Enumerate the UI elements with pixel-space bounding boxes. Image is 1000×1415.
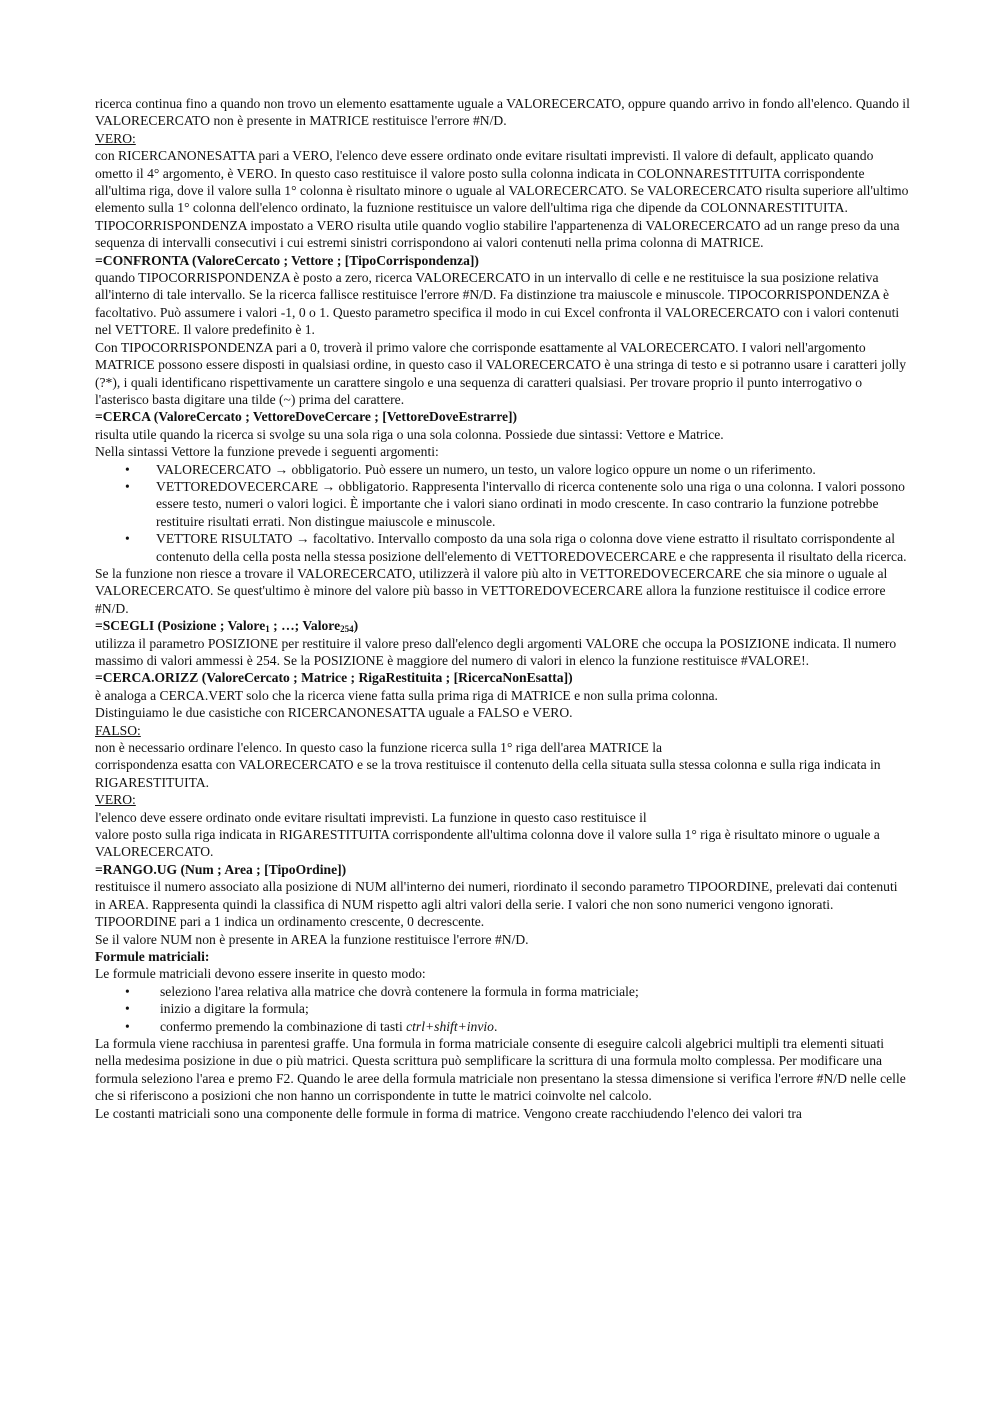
paragraph-cerca-3: Se la funzione non riesce a trovare il VALORECERCATO, utilizzerà il valore più alto in VETTOREDOVECERCARE che sia minore o uguale al VALORECERCATO. Se quest'ultimo è minore del valore più basso in VETTOREDOVECERCARE allora la funzione restituisce il codice errore #N/D. bbox=[95, 565, 888, 616]
list-item bbox=[95, 1018, 910, 1035]
paragraph-cerca-2: Nella sintassi Vettore la funzione prevede i seguenti argomenti: bbox=[95, 444, 439, 460]
list-item-text: inizio a digitare la formula; bbox=[160, 1001, 309, 1017]
paragraph-intro: ricerca continua fino a quando non trovo un elemento esattamente uguale a VALORECERCATO, oppure quando arrivo in fondo all'elenco. Quando il VALORECERCATO non è presente in MATRICE restituisce l'errore #N/D. bbox=[95, 96, 910, 129]
list-item bbox=[95, 1000, 910, 1017]
bullet-icon: • bbox=[125, 461, 130, 477]
paragraph-matriciali-2: La formula viene racchiusa in parentesi graffe. Una formula in forma matriciale consente di eseguire calcoli algebrici multipli tra elementi situati nella medesima posizione in due o più matrici. Questa scrittura può semplificare la scrittura di una formula molto complessa. Per modificare una formula seleziono l'area e premo F2. Quando le aree della formula matriciale non presentano la stessa dimensione si verifica l'errore #N/D nelle celle che si riferiscono a posizioni che non hanno un corrispondente in tutte le matrici coinvolte nel calcolo. bbox=[95, 1035, 906, 1104]
heading-part: ; …; Valore bbox=[269, 618, 341, 634]
document-page bbox=[95, 95, 910, 1122]
heading-scegli bbox=[95, 617, 910, 634]
list-item-text: confermo premendo la combinazione di tasti bbox=[160, 1018, 407, 1034]
list-item bbox=[95, 530, 910, 565]
heading-formule-matriciali: Formule matriciali: bbox=[95, 948, 210, 964]
list-item bbox=[95, 478, 910, 530]
bullet-icon: • bbox=[125, 1018, 130, 1034]
list-item-text: . bbox=[493, 1018, 498, 1034]
paragraph-rango-1: restituisce il numero associato alla posizione di NUM all'interno dei numeri, riordinato il secondo parametro TIPOORDINE, prelevati dai contenuti in AREA. Rappresenta quindi la classifica di NUM rispetto agli altri valori della serie. I valori che non sono numerici vengono ignorati. TIPOORDINE pari a 1 indica un ordinamento crescente, 0 decrescente. bbox=[95, 879, 898, 930]
paragraph-orizz-2: Distinguiamo le due casistiche con RICERCANONESATTA uguale a FALSO e VERO. bbox=[95, 705, 573, 721]
label-vero: VERO: bbox=[95, 130, 136, 146]
paragraph-matriciali-3: Le costanti matriciali sono una componente delle formule in forma di matrice. Vengono create racchiudendo l'elenco dei valori tra bbox=[95, 1105, 802, 1121]
label-falso: FALSO: bbox=[95, 722, 141, 738]
shortcut-keys: ctrl+shift+invio bbox=[406, 1018, 494, 1034]
paragraph-rango-2: Se il valore NUM non è presente in AREA la funzione restituisce l'errore #N/D. bbox=[95, 931, 529, 947]
paragraph-falso-2: corrispondenza esatta con VALORECERCATO e se la trova restituisce il contenuto della cella situata sulla stessa colonna e sulla riga indicata in RIGARESTITUITA. bbox=[95, 757, 881, 790]
heading-cerca: =CERCA (ValoreCercato ; VettoreDoveCercare ; [VettoreDoveEstrarre]) bbox=[95, 409, 518, 425]
bullet-icon: • bbox=[125, 478, 130, 494]
heading-rango: =RANGO.UG (Num ; Area ; [TipoOrdine]) bbox=[95, 861, 347, 877]
paragraph-confronta-1: quando TIPOCORRISPONDENZA è posto a zero, ricerca VALORECERCATO in un intervallo di celle e ne restituisce la sua posizione relativa all'interno di tale intervallo. Se la ricerca fallisce restituisce l'errore #N/D. Fa distinzione tra maiuscole e minuscole. TIPOCORRISPONDENZA è facoltativo. Può assumere i valori -1, 0 o 1. Questo parametro specifica il modo in cui Excel confronta il VALORECERCATO con i valori contenuti nel VETTORE. Il valore predefinito è 1. bbox=[95, 270, 900, 338]
paragraph-cerca-1: risulta utile quando la ricerca si svolge su una sola riga o una sola colonna. Possiede due sintassi: Vettore e Matrice. bbox=[95, 426, 724, 442]
heading-confronta: =CONFRONTA (ValoreCercato ; Vettore ; [TipoCorrispondenza]) bbox=[95, 252, 479, 268]
bullet-icon: • bbox=[125, 1001, 130, 1017]
list-item bbox=[95, 983, 910, 1000]
heading-cerca-orizz: =CERCA.ORIZZ (ValoreCercato ; Matrice ; RigaRestituita ; [RicercaNonEsatta]) bbox=[95, 670, 573, 686]
paragraph-scegli: utilizza il parametro POSIZIONE per restituire il valore preso dall'elenco degli argomenti VALORE che occupa la POSIZIONE indicata. Il numero massimo di valori ammessi è 254. Se la POSIZIONE è maggiore del numero di valori in elenco la funzione restituisce #VALORE!. bbox=[95, 635, 897, 668]
bullet-icon: • bbox=[125, 531, 130, 547]
list-item-text: VETTOREDOVECERCARE → obbligatorio. Rappresenta l'intervallo di ricerca contenente solo una riga o una colonna. I valori possono essere testo, numeri o valori logici. È importante che i valori siano ordinati in modo crescente. In caso contrario la funzione potrebbe restituire risultati errati. Non distingue maiuscole e minuscole. bbox=[156, 478, 905, 529]
paragraph-matriciali-1: Le formule matriciali devono essere inserite in questo modo: bbox=[95, 966, 426, 982]
heading-part: ) bbox=[353, 618, 359, 634]
label-vero-orizz: VERO: bbox=[95, 792, 136, 808]
heading-subscript: 254 bbox=[340, 624, 354, 635]
list-item-text: VALORECERCATO → obbligatorio. Può essere un numero, un testo, un valore logico oppure un nome o un riferimento. bbox=[156, 461, 816, 477]
heading-subscript: 1 bbox=[265, 624, 270, 635]
paragraph-falso-1: non è necessario ordinare l'elenco. In questo caso la funzione ricerca sulla 1° riga dell'area MATRICE la bbox=[95, 740, 663, 756]
list-item bbox=[95, 461, 910, 478]
cerca-argument-list bbox=[95, 461, 910, 565]
matriciali-steps-list bbox=[95, 983, 910, 1035]
paragraph-confronta-2: Con TIPOCORRISPONDENZA pari a 0, troverà il primo valore che corrisponde esattamente al VALORECERCATO. I valori nell'argomento MATRICE possono essere disposti in qualsiasi ordine, in questo caso il VALORECERCATO è una stringa di testo e si potranno usare i caratteri jolly (?*), i quali identificano rispettivamente un carattere singolo e una sequenza di caratteri qualsiasi. Per trovare proprio il punto interrogativo o l'asterisco basta digitare una tilde (~) prima del carattere. bbox=[95, 339, 906, 407]
heading-part: =SCEGLI (Posizione ; Valore bbox=[95, 618, 266, 634]
paragraph-vero-orizz-2: valore posto sulla riga indicata in RIGARESTITUITA corrispondente all'ultima colonna dove il valore sulla 1° riga è risultato minore o uguale a VALORECERCATO. bbox=[95, 827, 880, 860]
list-item-text: VETTORE RISULTATO → facoltativo. Intervallo composto da una sola riga o colonna dove viene estratto il risultato corrispondente al contenuto della cella posta nella stessa posizione dell'elemento di VETTOREDOVECERCARE e che rappresenta il risultato della ricerca. bbox=[156, 531, 907, 564]
paragraph-vero: con RICERCANONESATTA pari a VERO, l'elenco deve essere ordinato onde evitare risultati imprevisti. Il valore di default, applicato quando ometto il 4° argomento, è VERO. In questo caso restituisce il valore posto sulla colonna indicata in COLONNARESTITUITA corrispondente all'ultima riga, dove il valore sulla 1° colonna è risultato minore o uguale al VALORECERCATO. Se VALORECERCATO risulta superiore all'ultimo elemento sulla 1° colonna dell'elenco ordinato, la fuznione restituisce un valore dell'ultima riga che dipende da COLONNARESTITUITA. TIPOCORRISPONDENZA impostato a VERO risulta utile quando voglio stabilire l'appartenenza di VALORECERCATO ad un range preso da una sequenza di intervalli consecutivi i cui estremi sinistri corrispondono ai valori contenuti nella prima colonna di MATRICE. bbox=[95, 148, 909, 251]
bullet-icon: • bbox=[125, 983, 130, 999]
paragraph-orizz-1: è analoga a CERCA.VERT solo che la ricerca viene fatta sulla prima riga di MATRICE e non sulla prima colonna. bbox=[95, 687, 718, 703]
list-item-text: seleziono l'area relativa alla matrice che dovrà contenere la formula in forma matriciale; bbox=[160, 983, 639, 999]
paragraph-vero-orizz-1: l'elenco deve essere ordinato onde evitare risultati imprevisti. La funzione in questo caso restituisce il bbox=[95, 809, 647, 825]
